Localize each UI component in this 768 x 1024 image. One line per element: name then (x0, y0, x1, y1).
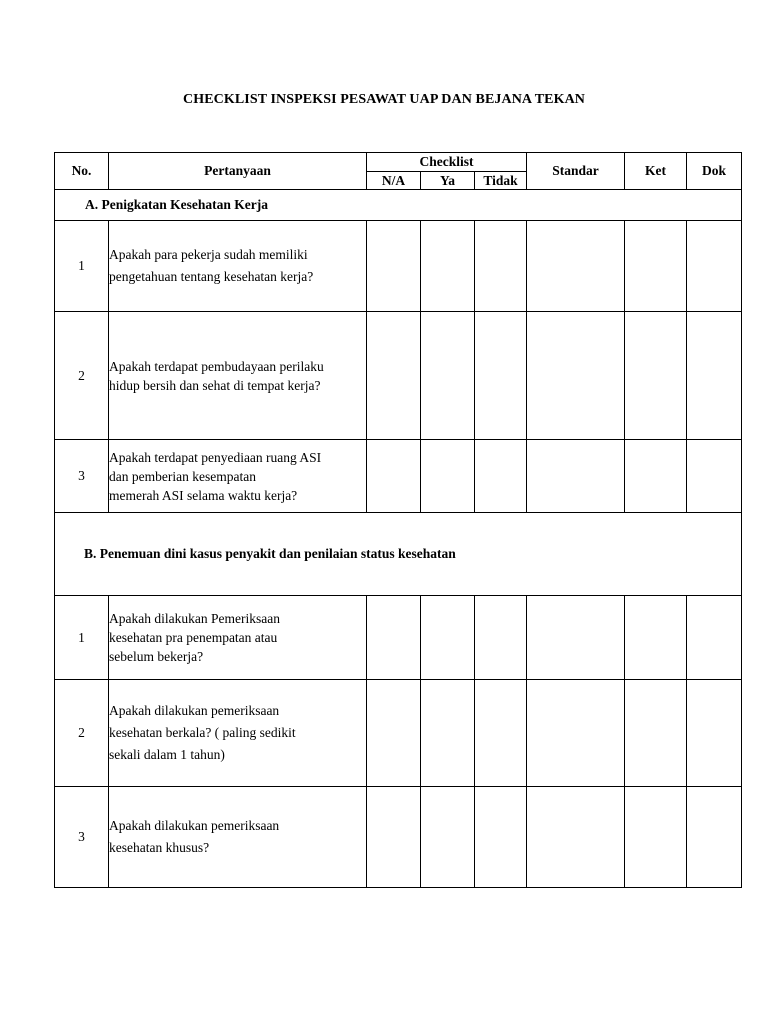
na-cell[interactable] (367, 787, 421, 888)
tidak-cell[interactable] (475, 312, 527, 440)
question-cell (109, 596, 367, 680)
question-line: Apakah para pekerja sudah memiliki (109, 247, 308, 262)
standar-cell[interactable] (527, 221, 625, 312)
question-line: Apakah terdapat penyediaan ruang ASI (109, 449, 322, 465)
ket-cell[interactable] (625, 221, 687, 312)
question-line: dan pemberian kesempatan (109, 468, 256, 484)
header-question: Pertanyaan (109, 153, 367, 190)
header-na: N/A (367, 172, 421, 190)
row-number: 3 (55, 787, 109, 888)
ket-cell[interactable] (625, 680, 687, 787)
standar-cell[interactable] (527, 596, 625, 680)
dok-cell[interactable] (687, 680, 742, 787)
header-ket: Ket (625, 153, 687, 190)
table-row (55, 221, 742, 312)
row-number: 1 (55, 221, 109, 312)
question-cell (109, 680, 367, 787)
question-line: Apakah dilakukan pemeriksaan (109, 703, 280, 718)
question-line: kesehatan khusus? (109, 840, 210, 855)
question-line: memerah ASI selama waktu kerja? (109, 487, 298, 503)
ya-cell[interactable] (421, 787, 475, 888)
section-row (55, 513, 742, 596)
ya-cell[interactable] (421, 440, 475, 513)
tidak-cell[interactable] (475, 787, 527, 888)
table-row (55, 440, 742, 513)
tidak-cell[interactable] (475, 221, 527, 312)
question-line: kesehatan pra penempatan atau (109, 630, 278, 645)
question-cell (109, 312, 367, 440)
table-row (55, 596, 742, 680)
dok-cell[interactable] (687, 312, 742, 440)
ket-cell[interactable] (625, 596, 687, 680)
question-line: Apakah terdapat pembudayaan perilaku (109, 358, 324, 374)
section-b-label: B. Penemuan dini kasus penyakit dan penilaian status kesehatan (55, 513, 742, 596)
checklist-table (54, 152, 742, 888)
ket-cell[interactable] (625, 440, 687, 513)
tidak-cell[interactable] (475, 680, 527, 787)
dok-cell[interactable] (687, 787, 742, 888)
tidak-cell[interactable] (475, 596, 527, 680)
standar-cell[interactable] (527, 787, 625, 888)
row-number: 2 (55, 312, 109, 440)
row-number: 3 (55, 440, 109, 513)
question-line: pengetahuan tentang kesehatan kerja? (109, 269, 314, 284)
row-number: 1 (55, 596, 109, 680)
question-line: Apakah dilakukan Pemeriksaan (109, 611, 280, 626)
question-line: hidup bersih dan sehat di tempat kerja? (109, 377, 321, 393)
ya-cell[interactable] (421, 680, 475, 787)
ya-cell[interactable] (421, 596, 475, 680)
na-cell[interactable] (367, 596, 421, 680)
na-cell[interactable] (367, 680, 421, 787)
ya-cell[interactable] (421, 312, 475, 440)
section-a-label: A. Penigkatan Kesehatan Kerja (55, 190, 742, 221)
table-row (55, 312, 742, 440)
na-cell[interactable] (367, 221, 421, 312)
header-row (55, 153, 742, 172)
dok-cell[interactable] (687, 440, 742, 513)
question-line: sekali dalam 1 tahun) (109, 747, 225, 762)
standar-cell[interactable] (527, 312, 625, 440)
header-standar: Standar (527, 153, 625, 190)
na-cell[interactable] (367, 440, 421, 513)
header-tidak: Tidak (475, 172, 527, 190)
question-cell (109, 221, 367, 312)
header-dok: Dok (687, 153, 742, 190)
header-no: No. (55, 153, 109, 190)
ya-cell[interactable] (421, 221, 475, 312)
question-line: sebelum bekerja? (109, 649, 204, 664)
question-cell (109, 787, 367, 888)
table-row (55, 787, 742, 888)
question-line: kesehatan berkala? ( paling sedikit (109, 725, 296, 740)
section-row (55, 190, 742, 221)
tidak-cell[interactable] (475, 440, 527, 513)
dok-cell[interactable] (687, 596, 742, 680)
na-cell[interactable] (367, 312, 421, 440)
document-title: CHECKLIST INSPEKSI PESAWAT UAP DAN BEJANA TEKAN (183, 92, 585, 107)
ket-cell[interactable] (625, 787, 687, 888)
header-ya: Ya (421, 172, 475, 190)
question-line: Apakah dilakukan pemeriksaan (109, 818, 280, 833)
ket-cell[interactable] (625, 312, 687, 440)
dok-cell[interactable] (687, 221, 742, 312)
question-cell (109, 440, 367, 513)
table-row (55, 680, 742, 787)
row-number: 2 (55, 680, 109, 787)
header-checklist: Checklist (367, 153, 527, 172)
standar-cell[interactable] (527, 440, 625, 513)
standar-cell[interactable] (527, 680, 625, 787)
